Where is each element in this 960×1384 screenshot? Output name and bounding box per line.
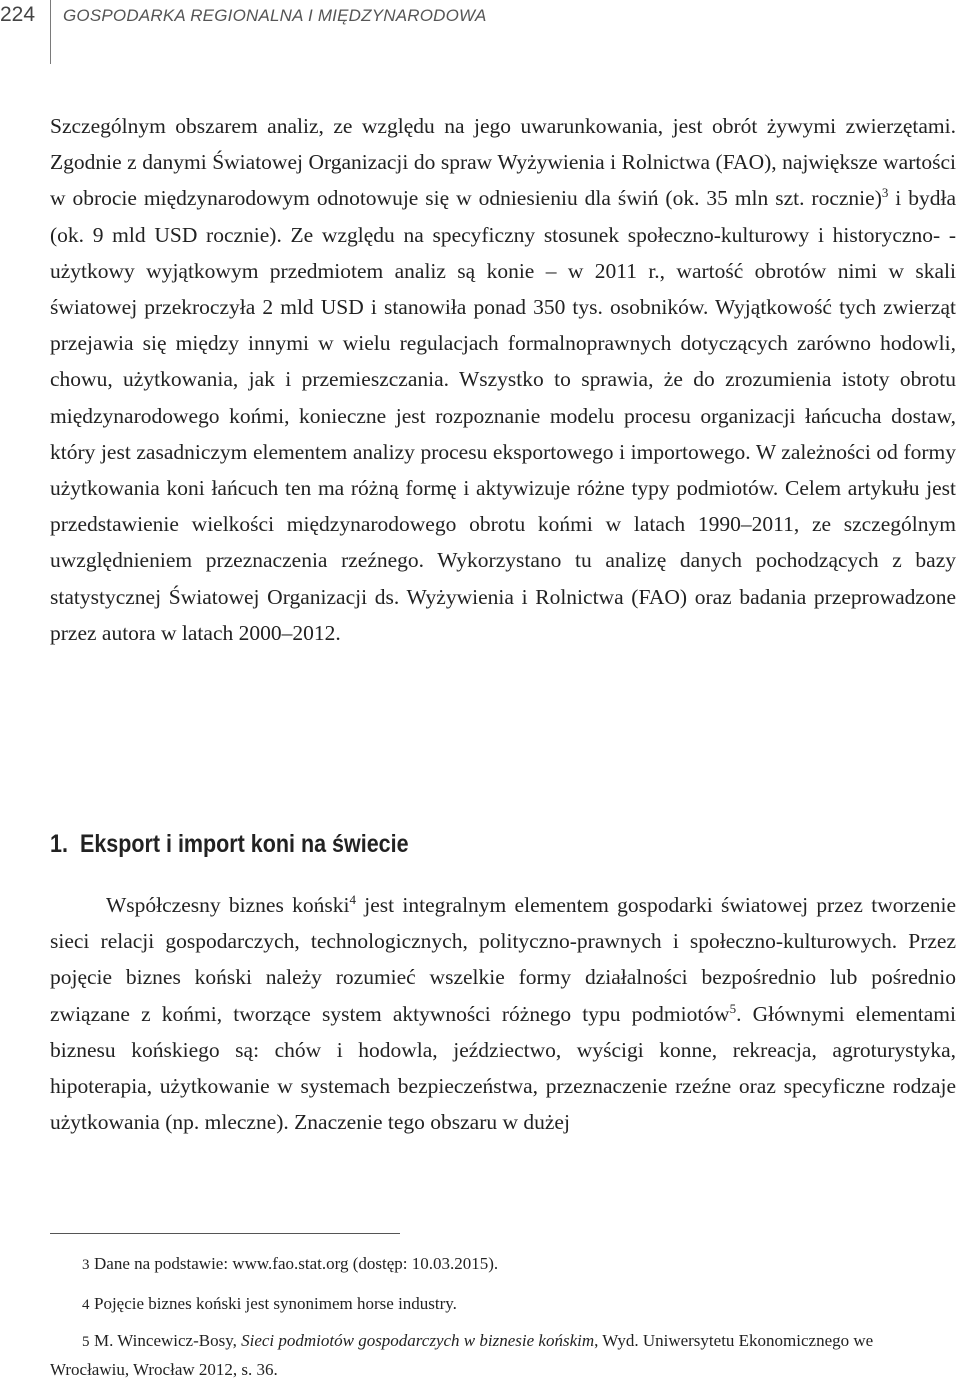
- footnote-number: 3: [82, 1257, 90, 1273]
- cited-book-title: Sieci podmiotów gospodarczych w biznesie końskim: [241, 1331, 595, 1350]
- intro-text-part2: i bydła (ok. 9 mld USD rocznie). Ze względu na specyficzny stosunek społeczno-kulturowy i historyczno- -użytkowy wyjątkowym przedmiotem analiz są konie – w 2011 r., wartość obrotów nimi w skali światowej przekroczyła 2 mld USD i stanowiła ponad 350 tys. osobników. Wyjątkowość tych zwierząt przejawia się między innymi w wielu regulacjach formalnoprawnych dotyczących zarówno hodowli, chowu, użytkowania, jak i przemieszczania. Wszystko to sprawia, że do zrozumienia istoty obrotu międzynarodowego końmi, konieczne jest rozpoznanie modelu procesu organizacji łańcucha dostaw, który jest zasadniczym elementem analizy procesu eksportowego i importowego. W zależności od formy użytkowania koni łańcuch ten ma różną formę i aktywizuje różne typy podmiotów. Celem artykułu jest przedstawienie wielkości międzynarodowego obrotu końmi w latach 1990–2011, ze szczególnym uwzględnieniem przeznaczenia rzeźnego. Wykorzystano tu analizę danych pochodzących z bazy statystycznej Światowej Organizacji ds. Wyżywienia i Rolnictwa (FAO) oraz badania przeprowadzone przez autora w latach 2000–2012.: [50, 186, 956, 645]
- footnote-separator: [50, 1233, 400, 1234]
- footnote-3: [50, 1250, 956, 1279]
- running-title: GOSPODARKA REGIONALNA I MIĘDZYNARODOWA: [63, 6, 487, 25]
- section-title: Eksport i import koni na świecie: [79, 830, 409, 858]
- section-text-part1: Współczesny biznes koński: [106, 893, 350, 917]
- footnote-ref-3[interactable]: 3: [881, 185, 889, 201]
- header-divider: [50, 0, 51, 64]
- section-number: 1.: [50, 830, 68, 858]
- intro-text-part1: Szczególnym obszarem analiz, ze względu na jego uwarunkowania, jest obrót żywymi zwierzętami. Zgodnie z danymi Światowej Organizacji do spraw Wyżywienia i Rolnictwa (FAO), największe wartości w obrocie międzynarodowym odnotowuje się w odniesieniu dla świń (ok. 35 mln szt. rocznie): [50, 114, 956, 211]
- footnote-4: [50, 1290, 956, 1319]
- section-text-part3: . Głównymi elementami biznesu końskiego są: chów i hodowla, jeździectwo, wyścigi konne, rekreacja, agroturystyka, hipoterapia, użytkowanie w systemach bezpieczeństwa, przeznaczenie rzeźne oraz specyficzne rodzaje użytkowania (np. mleczne). Znaczenie tego obszaru w dużej: [50, 1001, 956, 1135]
- footnote-ref-5[interactable]: 5: [729, 1000, 737, 1016]
- section-heading: [50, 826, 409, 862]
- footnote-number: 4: [82, 1297, 90, 1313]
- footnote-number: 5: [82, 1334, 90, 1350]
- footnote-text: Pojęcie biznes koński jest synonimem horse industry.: [94, 1294, 457, 1313]
- section-paragraph: [50, 887, 956, 1140]
- page-number: 224: [0, 3, 36, 26]
- intro-paragraph: [50, 108, 956, 651]
- footnote-text-before: M. Wincewicz-Bosy,: [94, 1331, 242, 1350]
- footnote-text-after: , Wyd. Uniwersytetu Ekonomicznego we Wrocławiu, Wrocław 2012, s. 36.: [50, 1331, 874, 1379]
- footnote-ref-4[interactable]: 4: [349, 892, 356, 907]
- footnote-5: [50, 1327, 956, 1384]
- page-header: [0, 0, 960, 64]
- section-text-part2: jest integralnym elementem gospodarki światowej przez tworzenie sieci relacji gospodarczych, technologicznych, polityczno-prawnych i społeczno-kulturowych. Przez pojęcie biznes koński należy rozumieć wszelkie formy działalności bezpośrednio lub pośrednio związane z końmi, tworzące system aktywności różnego typu podmiotów: [50, 893, 957, 1026]
- footnote-text: Dane na podstawie: www.fao.stat.org (dostęp: 10.03.2015).: [94, 1254, 499, 1273]
